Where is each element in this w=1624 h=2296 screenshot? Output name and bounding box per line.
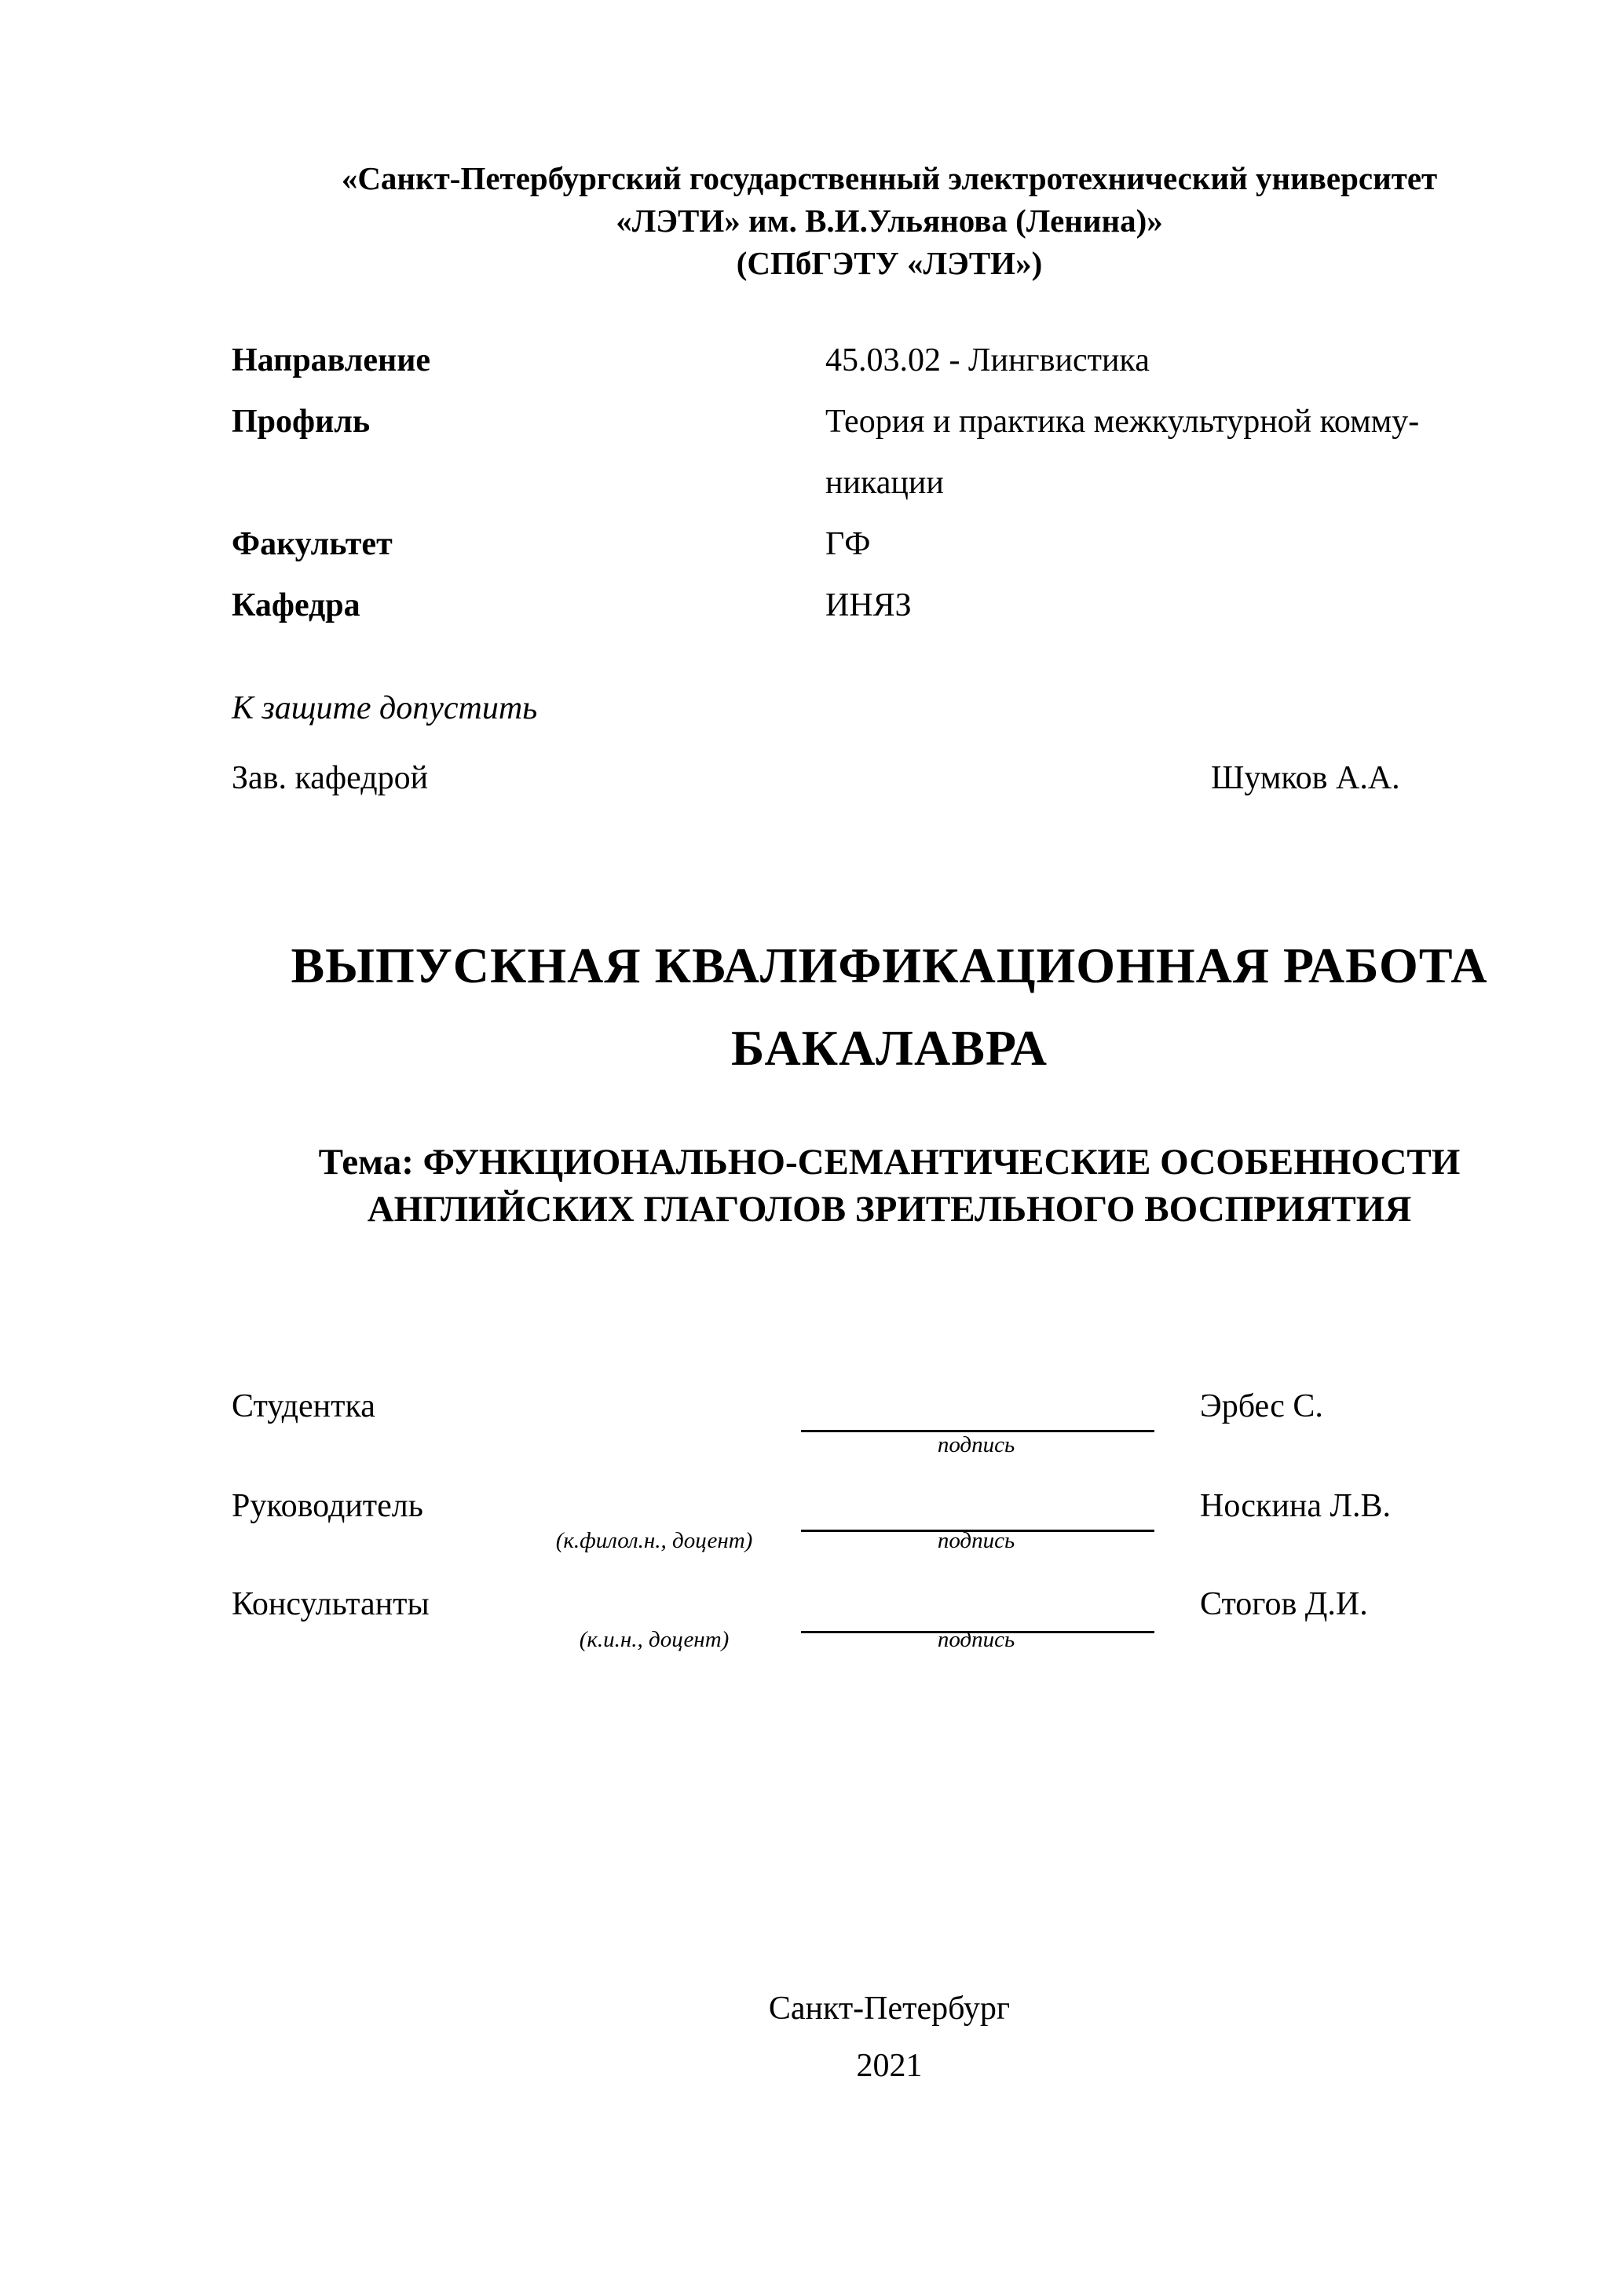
supervisor-signature-caption: подпись — [937, 1528, 1015, 1553]
supervisor-credential: (к.филол.н., доцент) — [555, 1528, 753, 1553]
consultant-credential: (к.и.н., доцент) — [579, 1627, 730, 1652]
supervisor-name: Носкина Л.В. — [1200, 1488, 1392, 1524]
university-name-line1: «Санкт-Петербургский государственный электротехнический университет — [341, 160, 1438, 196]
department-head-label: Зав. кафедрой — [232, 760, 429, 796]
student-signature-caption: подпись — [937, 1432, 1015, 1457]
faculty-label: Факультет — [232, 526, 393, 562]
consultant-role-label: Консультанты — [232, 1586, 430, 1622]
direction-label: Направление — [232, 342, 431, 378]
department-value: ИНЯЗ — [825, 587, 912, 623]
thesis-title-line2: БАКАЛАВРА — [730, 1020, 1048, 1076]
direction-value: 45.03.02 - Лингвистика — [825, 342, 1150, 378]
student-role-label: Студентка — [232, 1388, 375, 1424]
department-head-name: Шумков А.А. — [1211, 760, 1400, 796]
thesis-theme-line2: АНГЛИЙСКИХ ГЛАГОЛОВ ЗРИТЕЛЬНОГО ВОСПРИЯТИЯ — [367, 1189, 1412, 1230]
admission-phrase: К защите допустить — [232, 690, 538, 726]
university-header — [232, 157, 1547, 284]
faculty-value: ГФ — [825, 526, 871, 562]
consultant-signature-caption: подпись — [937, 1627, 1015, 1652]
university-name-line2: «ЛЭТИ» им. В.И.Ульянова (Ленина)» — [616, 203, 1163, 239]
thesis-theme — [232, 1139, 1547, 1233]
footer-year: 2021 — [856, 2048, 923, 2084]
thesis-theme-line1: Тема: ФУНКЦИОНАЛЬНО-СЕМАНТИЧЕСКИЕ ОСОБЕННОСТИ — [318, 1142, 1461, 1183]
thesis-type-title — [232, 924, 1547, 1089]
student-name: Эрбес С. — [1200, 1388, 1323, 1424]
program-row-profile — [232, 391, 1547, 452]
supervisor-role-label: Руководитель — [232, 1488, 423, 1524]
profile-value-line2: никации — [825, 465, 944, 501]
university-abbreviation: (СПбГЭТУ «ЛЭТИ») — [736, 245, 1043, 281]
department-label: Кафедра — [232, 587, 360, 623]
program-row-faculty — [232, 514, 1547, 575]
profile-label: Профиль — [232, 404, 371, 440]
profile-value-line1: Теория и практика межкультурной комму- — [825, 404, 1420, 440]
footer-city: Санкт-Петербург — [768, 1991, 1011, 2027]
program-row-department — [232, 575, 1547, 636]
program-row-direction — [232, 330, 1547, 391]
consultant-name: Стогов Д.И. — [1200, 1586, 1368, 1622]
program-info-block — [232, 330, 1547, 636]
thesis-title-line1: ВЫПУСКНАЯ КВАЛИФИКАЦИОННАЯ РАБОТА — [291, 938, 1488, 993]
program-row-profile-wrap — [232, 452, 1547, 514]
